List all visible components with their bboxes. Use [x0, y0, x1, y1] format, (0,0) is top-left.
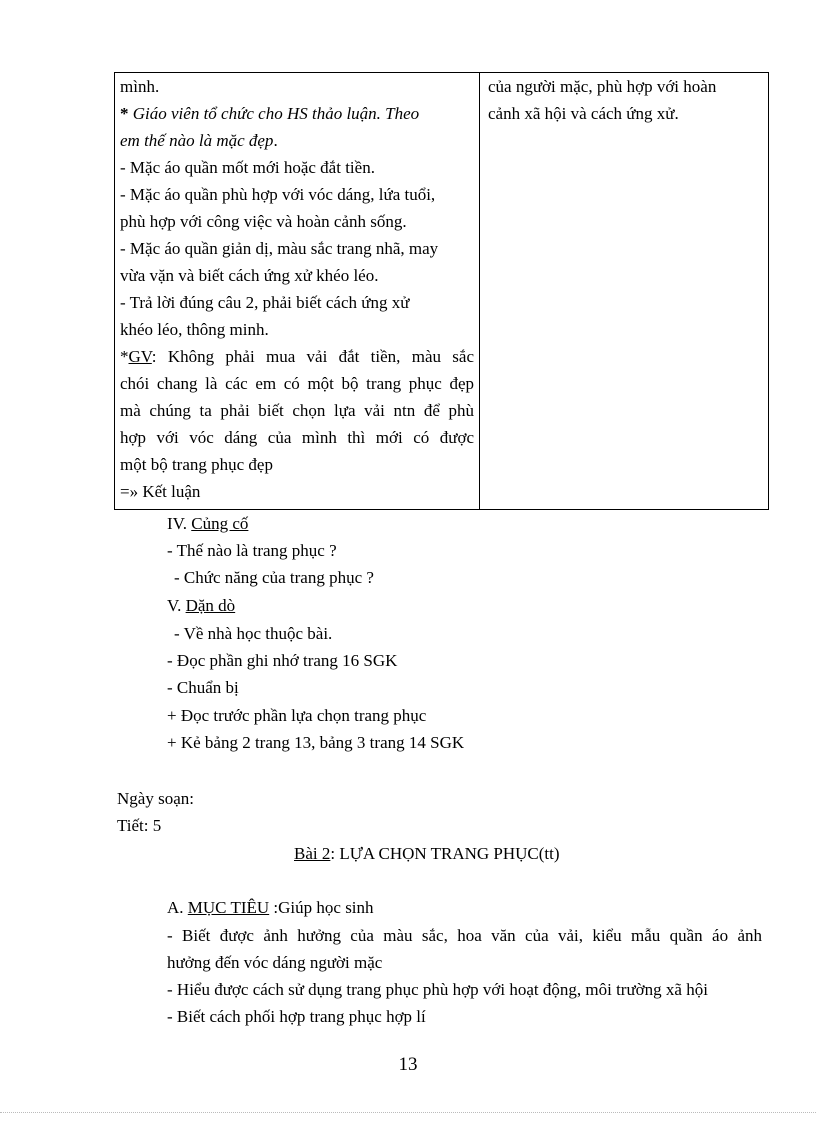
gv-note-text-1: : Không phải mua vải đắt tiền, màu sắc — [151, 347, 474, 366]
section-v-sub-1: + Đọc trước phần lựa chọn trang phục — [167, 706, 427, 725]
gv-task-period: . — [273, 131, 278, 150]
date-label: Ngày soạn: — [117, 789, 194, 808]
section-v-heading — [167, 592, 235, 619]
table-left-cell — [120, 73, 474, 505]
gv-note-line-4: hợp với vóc dáng của mình thì mới có được — [120, 428, 474, 447]
section-v-sub-2: + Kẻ bảng 2 trang 13, bảng 3 trang 14 SGK — [167, 733, 465, 752]
section-v-title: Dặn dò — [185, 596, 236, 615]
gv-task-line-2 — [120, 127, 474, 154]
lesson-title — [294, 840, 560, 867]
page-number: 13 — [398, 1054, 418, 1075]
option-3-line-2: vừa vặn và biết cách ứng xử khéo léo. — [120, 266, 379, 285]
content-table — [114, 72, 769, 510]
lesson-number: Bài 2 — [294, 844, 331, 863]
objectives-label-rest: :Giúp học sinh — [269, 898, 374, 917]
gv-note-line-5: một bộ trang phục đẹp — [120, 455, 273, 474]
option-4-line-2: khéo léo, thông minh. — [120, 320, 269, 339]
option-2-line-1: - Mặc áo quần phù hợp với vóc dáng, lứa tuổi, — [120, 185, 436, 204]
section-iv-question-1: - Thế nào là trang phục ? — [167, 541, 337, 560]
right-line-1: của người mặc, phù hợp với hoàn — [488, 77, 717, 96]
lesson-title-text: : LỰA CHỌN TRANG PHỤC(tt) — [330, 844, 560, 863]
gv-task-text-2: em thế nào là mặc đẹp — [120, 131, 274, 150]
gv-note-prefix: * — [120, 347, 129, 366]
table-right-cell — [488, 73, 765, 127]
section-v-item-1: - Về nhà học thuộc bài. — [174, 624, 333, 643]
gv-task-text-1: Giáo viên tổ chức cho HS thảo luận. Theo — [132, 104, 420, 123]
gv-label: GV — [128, 347, 152, 366]
left-line-1: mình. — [120, 77, 160, 96]
objective-3: - Biết cách phối hợp trang phục hợp lí — [167, 1007, 426, 1026]
gv-task-line-1 — [120, 100, 474, 127]
option-1: - Mặc áo quần mốt mới hoặc đắt tiền. — [120, 158, 375, 177]
conclusion: =» Kết luận — [120, 482, 201, 501]
option-3-line-1: - Mặc áo quần giản dị, màu sắc trang nhã, may — [120, 239, 439, 258]
section-v-item-2: - Đọc phần ghi nhớ trang 16 SGK — [167, 651, 398, 670]
section-iv-title: Củng cố — [191, 514, 249, 533]
objective-2: - Hiểu được cách sử dụng trang phục phù hợp với hoạt động, môi trường xã hội — [167, 980, 708, 999]
gv-note-line-3: mà chúng ta phải biết chọn lựa vải ntn để phù — [120, 401, 474, 420]
option-2-line-2: phù hợp với công việc và hoàn cảnh sống. — [120, 212, 407, 231]
section-v-item-3: - Chuẩn bị — [167, 678, 239, 697]
right-line-2: cảnh xã hội và cách ứng xử. — [488, 104, 679, 123]
page-bottom-rule — [0, 1112, 816, 1113]
section-iv-heading — [167, 510, 248, 537]
section-iv-question-2: - Chức năng của trang phục ? — [174, 568, 374, 587]
period-label: Tiết: 5 — [117, 816, 162, 835]
section-iv-number: IV. — [167, 514, 187, 533]
objectives-label: MỤC TIÊU — [187, 898, 270, 917]
table-column-divider — [479, 73, 480, 509]
section-v-number: V. — [167, 596, 182, 615]
objectives-prefix: A. — [167, 898, 184, 917]
gv-task-star: * — [120, 104, 129, 123]
objectives-heading — [167, 894, 374, 921]
gv-note-line-2: chói chang là các em có một bộ trang phục đẹp — [120, 374, 474, 393]
objective-1-line-1: - Biết được ảnh hưởng của màu sắc, hoa văn của vải, kiểu mẫu quần áo ảnh — [167, 926, 762, 945]
gv-note-line-1 — [120, 343, 474, 370]
option-4-line-1: - Trả lời đúng câu 2, phải biết cách ứng xử — [120, 293, 410, 312]
objective-1-line-2: hưởng đến vóc dáng người mặc — [167, 953, 383, 972]
